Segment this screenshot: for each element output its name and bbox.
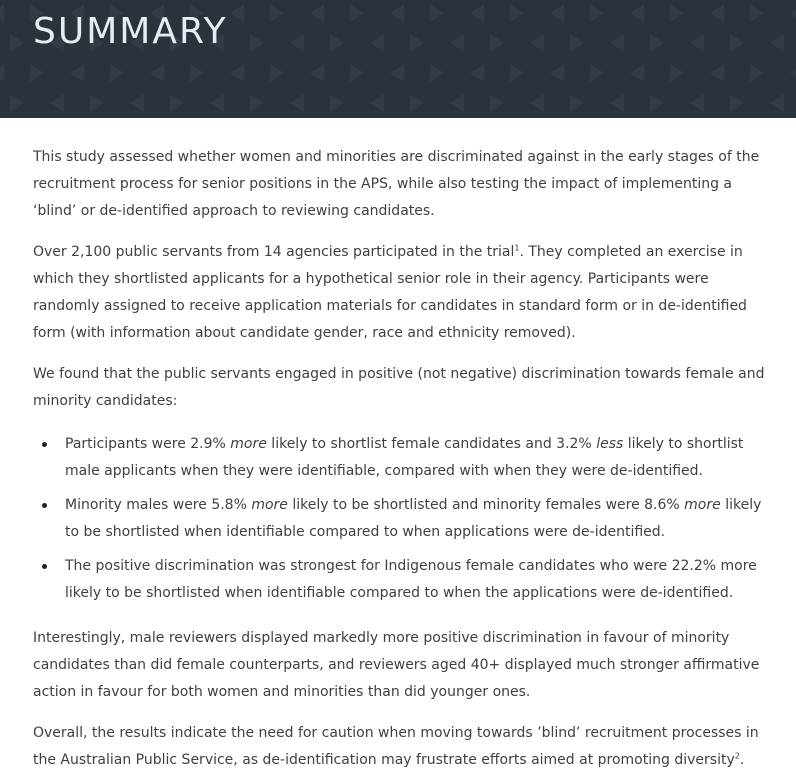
footnote-marker-1[interactable]: 1 xyxy=(514,243,520,253)
pattern-triangle xyxy=(210,94,224,112)
pattern-triangle xyxy=(610,94,624,112)
findings-intro-paragraph: We found that the public servants engaged in positive (not negative) discrimination towards female and minority candidates: xyxy=(33,366,765,409)
finding-emphasis: more xyxy=(251,497,288,513)
pattern-triangle xyxy=(710,4,724,22)
pattern-triangle xyxy=(430,64,444,82)
pattern-triangle xyxy=(490,34,504,52)
pattern-triangle xyxy=(750,4,764,22)
pattern-triangle xyxy=(330,34,344,52)
pattern-triangle xyxy=(150,64,164,82)
pattern-triangle xyxy=(10,94,24,112)
pattern-triangle xyxy=(330,94,344,112)
finding-text: likely to be shortlisted and minority females were 8.6% xyxy=(287,497,685,513)
finding-text: likely to shortlist female candidates and 3.2% xyxy=(266,436,597,452)
finding-emphasis: more xyxy=(230,436,267,452)
finding-item-indigenous xyxy=(33,553,778,607)
pattern-triangle xyxy=(290,94,304,112)
pattern-triangle xyxy=(310,4,324,22)
pattern-triangle xyxy=(30,64,44,82)
pattern-triangle xyxy=(610,34,624,52)
pattern-triangle xyxy=(790,64,796,82)
pattern-triangle xyxy=(90,94,104,112)
pattern-triangle xyxy=(230,64,244,82)
pattern-triangle xyxy=(450,94,464,112)
pattern-triangle xyxy=(590,64,604,82)
bullet-icon xyxy=(42,564,47,569)
bullet-icon xyxy=(42,442,47,447)
pattern-triangle xyxy=(650,94,664,112)
participants-text-continued: . They completed an exercise in which they shortlisted applicants for a hypothetical senior role in their agency. Participants were randomly assigned to receive application materials for candidates in standard form or in de-identified form (with information about candidate gender, race and ethnicity removed). xyxy=(33,244,747,341)
pattern-triangle xyxy=(670,64,684,82)
reviewer-differences-paragraph: Interestingly, male reviewers displayed markedly more positive discrimination in favour of minority candidates than did female counterparts, and reviewers aged 40+ displayed much stronger affirmative action in favour for both women and minorities than did younger ones. xyxy=(33,630,760,700)
page-title: SUMMARY xyxy=(33,11,228,52)
pattern-triangle xyxy=(490,94,504,112)
pattern-triangle xyxy=(530,34,544,52)
participants-text: Over 2,100 public servants from 14 agencies participated in the trial xyxy=(33,244,515,260)
pattern-triangle xyxy=(410,94,424,112)
pattern-triangle xyxy=(290,34,304,52)
pattern-triangle xyxy=(570,94,584,112)
pattern-triangle xyxy=(450,34,464,52)
intro-paragraph: This study assessed whether women and minorities are discriminated against in the early stages of the recruitment process for senior positions in the APS, while also testing the impact of implementing a ‘blind’ or de-identified approach to reviewing candidates. xyxy=(33,149,760,219)
pattern-triangle xyxy=(750,64,764,82)
finding-text: Minority males were 5.8% xyxy=(65,497,252,513)
pattern-triangle xyxy=(370,34,384,52)
pattern-triangle xyxy=(670,4,684,22)
pattern-triangle xyxy=(190,64,204,82)
pattern-triangle xyxy=(110,64,124,82)
pattern-triangle xyxy=(470,64,484,82)
pattern-triangle xyxy=(130,94,144,112)
pattern-triangle xyxy=(690,94,704,112)
pattern-triangle xyxy=(230,4,244,22)
pattern-triangle xyxy=(770,34,784,52)
pattern-triangle xyxy=(70,64,84,82)
bullet-icon xyxy=(42,503,47,508)
pattern-triangle xyxy=(590,4,604,22)
pattern-triangle xyxy=(650,34,664,52)
findings-list xyxy=(33,429,778,607)
pattern-triangle xyxy=(350,64,364,82)
summary-content xyxy=(0,118,796,774)
footnote-marker-2[interactable]: 2 xyxy=(734,751,740,761)
pattern-triangle xyxy=(310,64,324,82)
pattern-triangle xyxy=(390,4,404,22)
pattern-triangle xyxy=(390,64,404,82)
pattern-triangle xyxy=(250,94,264,112)
pattern-triangle xyxy=(0,4,4,22)
pattern-triangle xyxy=(730,34,744,52)
pattern-triangle xyxy=(630,4,644,22)
conclusion-paragraph xyxy=(33,720,778,774)
pattern-triangle xyxy=(790,4,796,22)
pattern-triangle xyxy=(170,94,184,112)
pattern-triangle xyxy=(350,4,364,22)
finding-text: Participants were 2.9% xyxy=(65,436,231,452)
pattern-triangle xyxy=(710,64,724,82)
finding-text: likely to shortlist male applicants when they were identifiable, compared with when they were de-identified. xyxy=(65,436,744,479)
pattern-triangle xyxy=(510,64,524,82)
pattern-triangle xyxy=(10,34,24,52)
finding-emphasis: more xyxy=(684,497,721,513)
pattern-triangle xyxy=(50,94,64,112)
pattern-triangle xyxy=(0,64,4,82)
pattern-triangle xyxy=(430,4,444,22)
conclusion-text: Overall, the results indicate the need for caution when moving towards ’blind’ recruitment processes in the Australian Public Service, as de-identification may frustrate efforts aimed at promoting diversity xyxy=(33,725,759,768)
pattern-triangle xyxy=(530,94,544,112)
pattern-triangle xyxy=(730,94,744,112)
pattern-triangle xyxy=(550,4,564,22)
finding-text: The positive discrimination was strongest for Indigenous female candidates who were 22.2% more likely to be shortlisted when identifiable compared to when the applications were de-identified. xyxy=(65,558,757,601)
conclusion-text-end: . xyxy=(739,752,745,768)
finding-emphasis: less xyxy=(596,436,624,452)
summary-banner xyxy=(0,0,796,118)
participants-paragraph xyxy=(33,239,778,347)
pattern-triangle xyxy=(630,64,644,82)
pattern-triangle xyxy=(270,4,284,22)
pattern-triangle xyxy=(250,34,264,52)
pattern-triangle xyxy=(510,4,524,22)
finding-item-minority xyxy=(33,492,778,546)
pattern-triangle xyxy=(770,94,784,112)
finding-item-gender xyxy=(33,431,778,485)
pattern-triangle xyxy=(690,34,704,52)
pattern-triangle xyxy=(550,64,564,82)
pattern-triangle xyxy=(270,64,284,82)
finding-text: likely to be shortlisted when identifiable compared to when applications were de-identified. xyxy=(65,497,762,540)
pattern-triangle xyxy=(570,34,584,52)
pattern-triangle xyxy=(470,4,484,22)
pattern-triangle xyxy=(410,34,424,52)
pattern-triangle xyxy=(370,94,384,112)
